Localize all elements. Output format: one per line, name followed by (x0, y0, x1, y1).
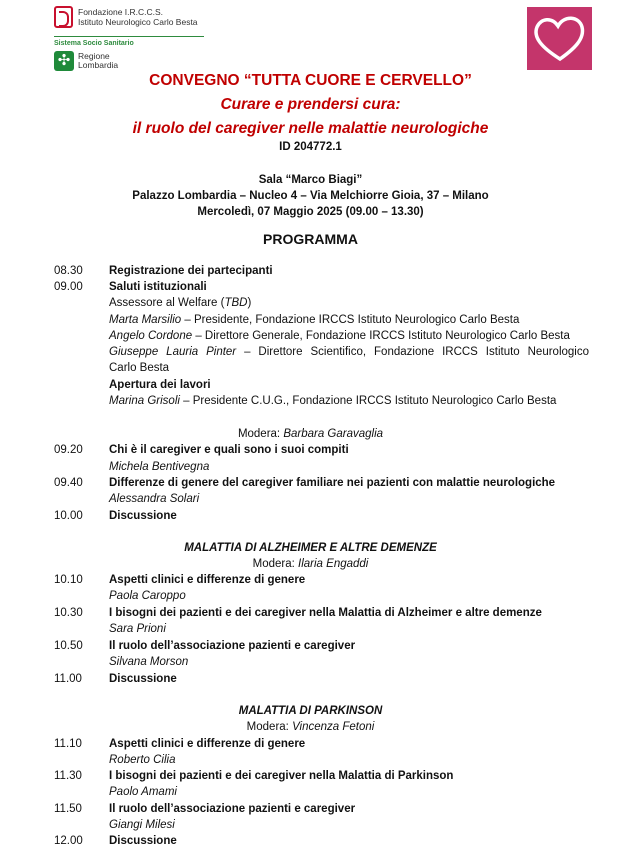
time-label: 08.30 (54, 265, 83, 277)
logo-divider (54, 36, 204, 37)
agenda-title: Differenze di genere del caregiver familiare nei pazienti con malattie neurologiche (109, 477, 556, 489)
besta-logo-text: Fondazione I.R.C.C.S. Istituto Neurologico Carlo Besta (78, 7, 198, 27)
speaker-name: Paola Caroppo (109, 590, 186, 602)
speaker-line: Marina Grisoli – Presidente C.U.G., Fondazione IRCCS Istituto Neurologico Carlo Besta (109, 395, 557, 407)
time-label: 10.10 (54, 574, 83, 586)
venue-address: Palazzo Lombardia – Nucleo 4 – Via Melchiorre Gioia, 37 – Milano (132, 190, 489, 202)
agenda-title: Il ruolo dell’associazione pazienti e caregiver (109, 640, 356, 652)
moderator-line: Modera: Barbara Garavaglia (237, 428, 384, 440)
time-label: 11.10 (54, 738, 82, 750)
time-label: 10.00 (54, 510, 83, 522)
speaker-name: Giangi Milesi (109, 819, 175, 831)
agenda-title: Chi è il caregiver e quali sono i suoi compiti (109, 444, 349, 456)
agenda-title: Discussione (109, 673, 177, 685)
speaker-name: Alessandra Solari (109, 493, 200, 505)
agenda-title: Aspetti clinici e differenze di genere (109, 574, 306, 586)
session-heading: MALATTIA DI ALZHEIMER E ALTRE DEMENZE (184, 542, 437, 554)
programma-heading: PROGRAMMA (263, 231, 358, 247)
time-label: 09.00 (54, 281, 83, 293)
agenda-title: Discussione (109, 835, 177, 847)
agenda-title: Il ruolo dell’associazione pazienti e caregiver (109, 803, 356, 815)
time-label: 09.20 (54, 444, 83, 456)
agenda-title: I bisogni dei pazienti e dei caregiver nella Malattia di Alzheimer e altre demenze (109, 607, 542, 619)
speaker-name: Paolo Amami (109, 786, 177, 798)
time-label: 09.40 (54, 477, 83, 489)
session-heading: MALATTIA DI PARKINSON (238, 705, 383, 717)
speaker-name: Sara Prioni (109, 623, 166, 635)
moderator-line: Modera: Ilaria Engaddi (252, 558, 369, 570)
besta-logo-icon (54, 6, 73, 28)
time-label: 11.50 (54, 803, 82, 815)
agenda-title: Saluti istituzionali (109, 281, 207, 293)
heart-logo (527, 7, 592, 70)
moderator-line: Modera: Vincenza Fetoni (246, 721, 375, 733)
regione-lombardia-text: Regione Lombardia (78, 51, 119, 70)
time-label: 12.00 (54, 835, 83, 847)
speaker-name: Silvana Morson (109, 656, 189, 668)
time-label: 10.30 (54, 607, 83, 619)
speaker-line: Angelo Cordone – Direttore Generale, Fondazione IRCCS Istituto Neurologico Carlo Besta (109, 330, 570, 342)
speaker-line: Assessore al Welfare (TBD) (109, 297, 252, 309)
event-id: ID 204772.1 (279, 141, 342, 153)
agenda-title: Apertura dei lavori (109, 379, 211, 391)
event-date: Mercoledì, 07 Maggio 2025 (09.00 – 13.30) (197, 206, 424, 218)
agenda-title: I bisogni dei pazienti e dei caregiver nella Malattia di Parkinson (109, 770, 454, 782)
time-label: 10.50 (54, 640, 83, 652)
speaker-line: Carlo Besta (109, 362, 170, 374)
time-label: 11.00 (54, 673, 82, 685)
agenda-title: Aspetti clinici e differenze di genere (109, 738, 306, 750)
speaker-line: Giuseppe Lauria Pinter – Direttore Scientifico, Fondazione IRCCS Istituto Neurologico (109, 346, 589, 358)
heart-icon (527, 7, 592, 70)
time-label: 11.30 (54, 770, 82, 782)
convegno-title: CONVEGNO “TUTTA CUORE E CERVELLO” (149, 72, 472, 89)
speaker-name: Roberto Cilia (109, 754, 176, 766)
speaker-line: Marta Marsilio – Presidente, Fondazione IRCCS Istituto Neurologico Carlo Besta (109, 314, 520, 326)
agenda-title: Registrazione dei partecipanti (109, 265, 273, 277)
venue-room: Sala “Marco Biagi” (258, 174, 363, 186)
subtitle-line1: Curare e prendersi cura: (220, 96, 401, 113)
agenda-title: Discussione (109, 510, 177, 522)
subtitle-line2: il ruolo del caregiver nelle malattie neurologiche (132, 120, 489, 137)
regione-lombardia-icon: ✣ (54, 51, 74, 71)
sistema-label: Sistema Socio Sanitario (54, 40, 134, 47)
besta-logo (54, 6, 209, 32)
speaker-name: Michela Bentivegna (109, 461, 210, 473)
